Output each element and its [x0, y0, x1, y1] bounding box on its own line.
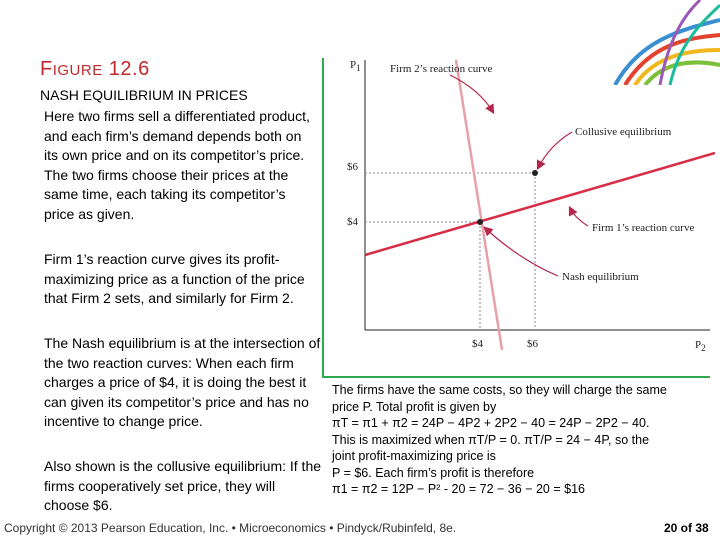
- collusive-equilibrium-point: [532, 170, 538, 176]
- note-line-5: joint profit-maximizing price is: [332, 449, 496, 463]
- label-nash: Nash equilibrium: [562, 271, 639, 283]
- paragraph-reaction-curves: Firm 1’s reaction curve gives its profit-maximizing price as a function of the price that Firm 2 sets, and similarly for Firm 2.: [44, 251, 305, 306]
- note-line-3: πT = π1 + π2 = 24P − 4P2 + 2P2 − 40 = 24P − 2P2 − 40.: [332, 416, 650, 430]
- x-tick-6: $6: [527, 338, 538, 350]
- profit-derivation-note: [332, 382, 712, 498]
- y-axis-label: $P_1$: [350, 59, 361, 73]
- figure-label: FIGURE 12.6: [40, 58, 150, 80]
- arrow-firm1: [570, 208, 588, 226]
- nash-equilibrium-point: [477, 219, 483, 225]
- label-firm2-curve: Firm 2’s reaction curve: [390, 63, 493, 75]
- firm1-reaction-curve: [365, 153, 715, 255]
- arrow-nash: [485, 228, 558, 276]
- y-tick-4: $4: [347, 216, 358, 228]
- figure-title: NASH EQUILIBRIUM IN PRICES: [40, 87, 248, 103]
- green-divider-vertical: [322, 58, 324, 378]
- label-firm1-curve: Firm 1’s reaction curve: [592, 222, 695, 234]
- label-collusive: Collusive equilibrium: [575, 126, 672, 138]
- reaction-curves-diagram: [330, 50, 715, 360]
- note-line-7: π1 = π2 = 12P − P² - 20 = 72 − 36 − 20 = $16: [332, 482, 585, 496]
- page-number: 20 of 38: [664, 521, 709, 535]
- paragraph-description: Here two firms sell a differentiated product, and each firm’s demand depends both on its own price and on its competitor’s price. The two firms choose their prices at the same time, each taking its competitor’s price as given.: [44, 108, 310, 222]
- note-line-2: price P. Total profit is given by: [332, 399, 497, 414]
- note-line-4: This is maximized when πT/P = 0. πT/P = 24 − 4P, so the: [332, 432, 650, 447]
- x-tick-4: $4: [472, 338, 483, 350]
- x-axis-label: $P_2$: [695, 339, 706, 353]
- arrow-collusive: [538, 132, 572, 168]
- paragraph-nash-equilibrium: The Nash equilibrium is at the intersection of the two reaction curves: When each firm charges a price of $4, it is doing the best it can given its competitor’s price and has no incentive to change price.: [44, 335, 321, 429]
- note-line-1: The firms have the same costs, so they will charge the same: [332, 383, 667, 397]
- firm2-reaction-curve: [456, 60, 502, 350]
- paragraph-collusive: Also shown is the collusive equilibrium: If the firms cooperatively set price, they will choose $6.: [44, 458, 322, 513]
- green-divider-horizontal: [322, 376, 710, 378]
- y-tick-6: $6: [347, 161, 358, 173]
- arrow-firm2: [450, 75, 493, 112]
- copyright-footer: Copyright © 2013 Pearson Education, Inc. • Microeconomics • Pindyck/Rubinfeld, 8e.: [4, 521, 457, 535]
- note-line-6: P = $6. Each firm’s profit is therefore: [332, 465, 535, 480]
